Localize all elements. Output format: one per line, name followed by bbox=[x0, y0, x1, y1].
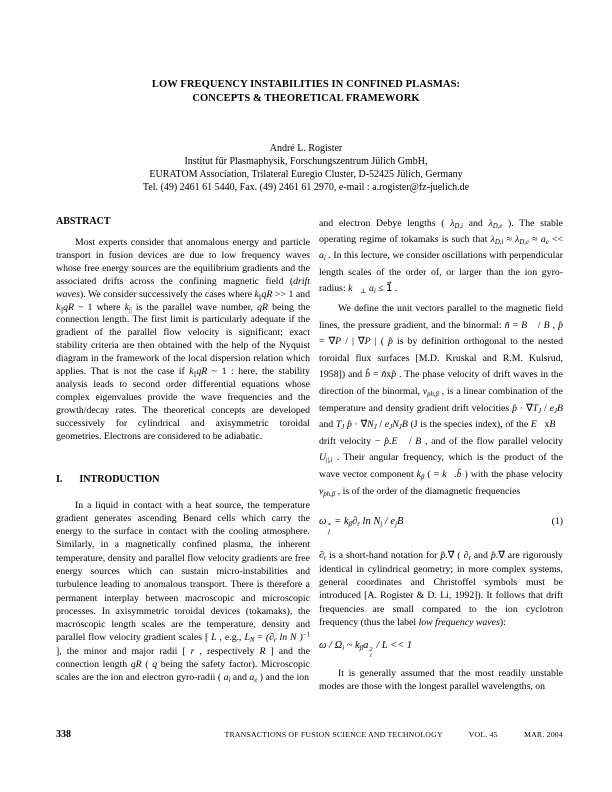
body-paragraph-shorthand: $\partial_r$ is a short-hand notation for p̂.∇⃗ ( $\partial_r$ and p̂.∇⃗ are rigorously identical in cylindrical geometry; in more complex systems, general coordinates and Christoffel symbols must be introduced [A. Rogister & D. Li, 1992]). It follows that drift frequencies are small compared to the ion cyclotron frequency (thus the label low frequency waves): bbox=[319, 550, 563, 629]
equation-1-number: (1) bbox=[551, 516, 563, 528]
abstract-paragraph: Most experts consider that anomalous energy and particle transport in fusion devices are due to low frequency waves whose free energy sources are the equilibrium gradients and the associated drifts across the confining magnetic field (drift waves). We consider successively the cases where $k_{||}qR >> 1$ and $k_{||}qR$ ~ 1 where $k_{||}$ is the parallel wave number, qR being the connection length. The first limit is particularly adequate if the gradient of the parallel flow velocity is significant; exact stability criteria are then obtained with the help of the Nyquist diagram in the framework of the local dispersion relation which applies. That is not the case if $k_{||}qR$ ~ 1 : here, the stability analysis leads to second order differential equations whose complex eigenvalues provide the wave frequencies and the growth/decay rates. The theoretical concepts are developed successively for cylindrical and axisymmetric toroidal geometries. Electrons are considered to be adiabatic. bbox=[56, 237, 310, 442]
title-line-2: CONCEPTS & THEORETICAL FRAMEWORK bbox=[192, 93, 420, 104]
section-title: INTRODUCTION bbox=[79, 473, 160, 485]
section-number: I. bbox=[56, 473, 63, 485]
page-number: 338 bbox=[56, 729, 71, 740]
page-footer bbox=[56, 729, 563, 740]
issue-date: MAR. 2004 bbox=[523, 730, 563, 739]
journal-footer-line bbox=[224, 730, 563, 739]
abstract-heading: ABSTRACT bbox=[56, 216, 111, 227]
body-paragraph-unstable-modes: It is generally assumed that the most readily unstable modes are those with the longest parallel wavelengths, on bbox=[319, 667, 563, 692]
body-paragraph-debye: and electron Debye lengths ( $\lambda_{D,i}$ and $\lambda_{D,e}$ ). The stable operating regime of tokamaks is such that $\lambda_{D,i} \approx \lambda_{D,e} \approx a_e << a_i$ . In this lecture, we consider oscillations with perpendicular length scales of the order of, or larger than the ion gyro-radius: $k⃗_\perp$ $a_i$ ≤ 1⃗ . bbox=[319, 218, 564, 295]
title-block bbox=[0, 78, 612, 194]
journal-name: TRANSACTIONS OF FUSION SCIENCE AND TECHNOLOGY bbox=[224, 730, 443, 739]
paper-title bbox=[0, 78, 612, 106]
equation-2-formula: ω / $\Omega_i$ ~ $k_\beta a$ 2 i / L << 1 bbox=[319, 639, 413, 659]
author-affiliation-2: EURATOM Association, Trilateral Euregio Cluster, D-52425 Jülich, Germany bbox=[149, 169, 463, 180]
right-column bbox=[319, 216, 563, 693]
title-line-1: LOW FREQUENCY INSTABILITIES IN CONFINED PLASMAS: bbox=[151, 79, 461, 90]
equation-1 bbox=[319, 516, 563, 535]
introduction-heading bbox=[56, 474, 310, 485]
author-contact: Tel. (49) 2461 61 5440, Fax. (49) 2461 61 2970, e-mail : a.rogister@fz-juelich.de bbox=[142, 182, 470, 193]
author-affiliation-1: Institut für Plasmaphysik, Forschungszentrum Jülich GmbH, bbox=[184, 156, 428, 167]
equation-1-formula: ω * j = $k_\beta\partial_r$ $\ln N_j / e_jB$ bbox=[319, 516, 404, 536]
equation-2 bbox=[319, 640, 563, 659]
volume: VOL. 45 bbox=[468, 730, 498, 739]
author-block bbox=[0, 142, 612, 194]
body-paragraph-unit-vectors: We define the unit vectors parallel to the magnetic field lines, the pressure gradient, and the binormal: n̂ = B⃗ / B , p̂ = ∇⃗P / | ∇⃗P | ( p̂ is by definition orthogonal to the nested toroidal flux surfaces [M.D. Kruskal and R.M. Kulsrud, 1958]) and b̂ = n̂xp̂ . The phase velocity of drift waves in the direction of the binormal, $v_{ph,\beta}$ , is a linear combination of the temperature and density gradient drift velocities p̂ · $\nabla⃗T_J / e_JB$ and $T_J$ p̂ · $\nabla⃗N_J / e_JN_JB$ (J is the species index), of the E⃗xB⃗ drift velocity − p̂.E⃗ / B , and of the flow parallel velocity $U_{||,i}$ . Their angular frequency, which is the product of the wave vector component $k_\beta$ ( = k⃗.b̂ ) with the phase velocity $v_{ph,\beta}$ , is of the order of the diamagnetic frequencies bbox=[319, 303, 564, 498]
left-column bbox=[56, 216, 310, 685]
introduction-paragraph: In a liquid in contact with a heat source, the temperature gradient generates ascending Benard cells which carry the energy to the surface in contact with the cooling atmosphere. Similarly, in a magnetically confined plasma, the inherent temperature, density and parallel flow velocity gradients are free energy sources which can sustain micro-instabilities and turbulence leading to anomalous transport. There is therefore a permanent interplay between macroscopic and microscopic processes. In axisymmetric toroidal devices (tokamaks), the macroscopic length scales are the temperature, density and parallel flow velocity gradient scales [ L , e.g., $L_N = (\partial_r$ ln N )$^{-1}$ ], the minor and major radii [ r , respectively R ] and the connection length qR ( q being the safety factor). Microscopic scales are the ion and electron gyro-radii ( $a_i$ and $a_e$ ) and the ion bbox=[56, 499, 310, 685]
author-name: André L. Rogister bbox=[269, 143, 343, 154]
